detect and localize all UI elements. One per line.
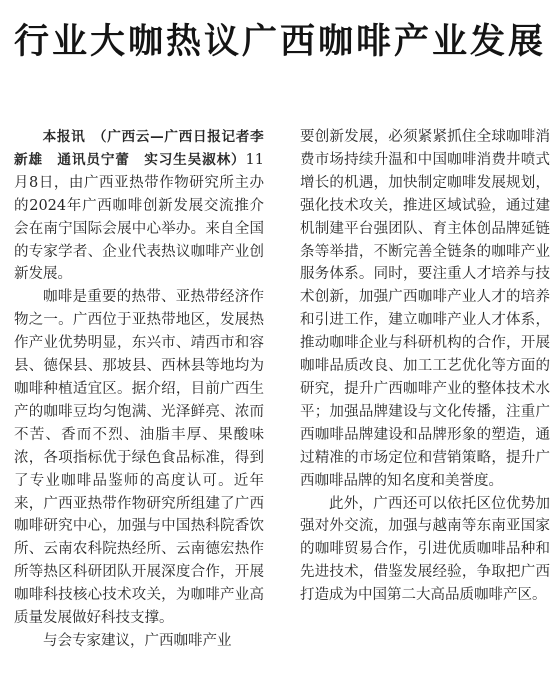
- article-lead-text: 11月8日，由广西亚热带作物研究所主办的2024年广西咖啡创新发展交流推介会在南宁国际会展中心举办。来自全国的专家学者、企业代表热议咖啡产业创新发展。: [14, 151, 264, 283]
- article-paragraph-continued: 要创新发展，必须紧紧抓住全球咖啡消费市场持续升温和中国咖啡消费井喷式增长的机遇，加快制定咖啡发展规划，强化技术攻关，推进区域试验，通过建机制建平台强团队、育主体创品牌延链条等举措，不断完善全链条的咖啡产业服务体系。同时，要注重人才培养与技术创新，加强广西咖啡产业人才的培养和引进工作，建立咖啡产业人才体系，推动咖啡企业与科研机构的合作，开展咖啡品质改良、加工工艺优化等方面的研究，提升广西咖啡产业的整体技术水平；加强品牌建设与文化传播，注重广西咖啡品牌建设和品牌形象的塑造，通过精准的市场定位和营销策略，提升广西咖啡品牌的知名度和美誉度。: [300, 129, 550, 489]
- article-column-left: [14, 126, 264, 653]
- article-headline: 行业大咖热议广西咖啡产业发展: [13, 22, 546, 62]
- article-byline: 本报讯 （广西云—广西日报记者李新雄 通讯员宁蕾 实习生吴淑林）: [14, 129, 264, 168]
- article-column-right: [300, 126, 550, 607]
- article-paragraph-lead: [14, 126, 264, 286]
- article-paragraph: 与会专家建议，广西咖啡产业: [43, 632, 232, 649]
- article-paragraph: 此外，广西还可以依托区位优势加强对外交流，加强与越南等东南亚国家的咖啡贸易合作，引进优质咖啡品种和先进技术，借鉴发展经验，争取把广西打造成为中国第二大高品质咖啡产区。: [300, 495, 550, 604]
- article-paragraph: 咖啡是重要的热带、亚热带经济作物之一。广西位于亚热带地区，发展热作产业优势明显，东兴市、靖西市和容县、德保县、那坡县、西林县等地均为咖啡种植适宜区。据介绍，目前广西生产的咖啡豆均匀饱满、光泽鲜亮、浓而不苦、香而不烈、油脂丰厚、果酸味浓，各项指标优于绿色食品标准，得到了专业咖啡品鉴师的高度认可。近年来，广西亚热带作物研究所组建了广西咖啡研究中心，加强与中国热科院香饮所、云南农科院热经所、云南德宏热作所等热区科研团队开展深度合作，开展咖啡科技核心技术攻关，为咖啡产业高质量发展做好科技支撑。: [14, 289, 264, 627]
